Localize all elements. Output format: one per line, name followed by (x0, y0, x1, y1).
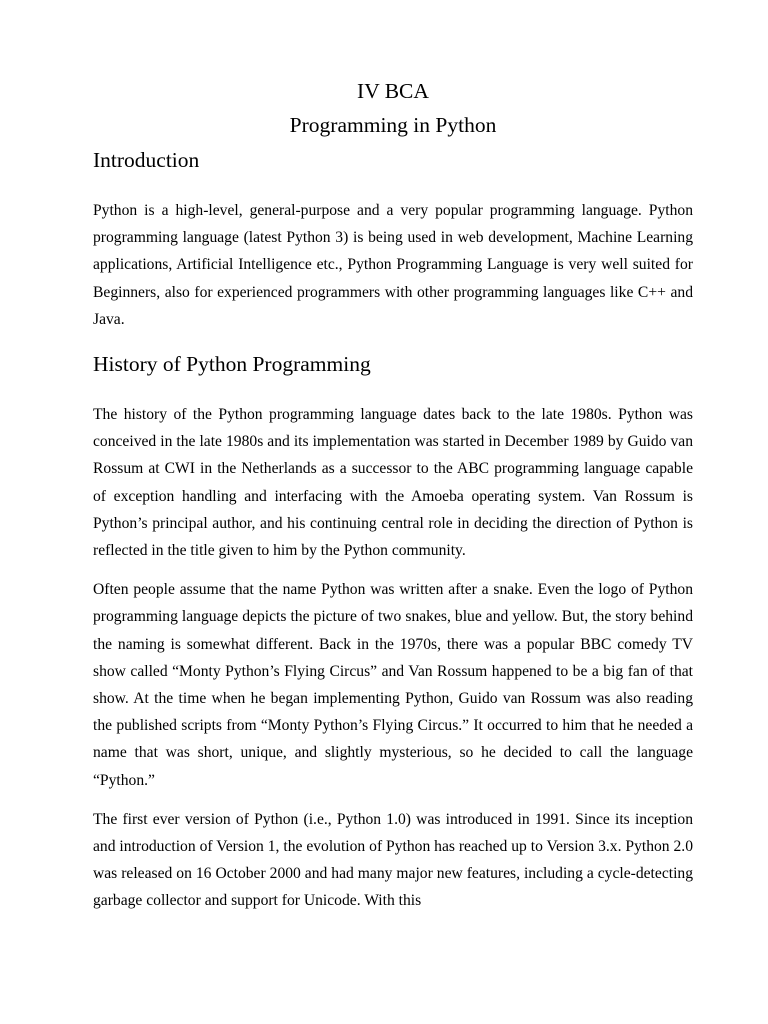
section-heading-history: History of Python Programming (93, 352, 371, 377)
section-heading-introduction: Introduction (93, 148, 200, 172)
introduction-paragraph: Python is a high-level, general-purpose and a very popular programming language. Python programming language (latest Python 3) is being used in web development, Machine Learning applications, Artificial Intelligence etc., Python Programming Language is very well suited for Beginners, also for experienced programmers with other programming languages like C++ and Java. (93, 202, 693, 328)
subject-title: Programming in Python (289, 113, 497, 137)
history-paragraph-1: The history of the Python programming language dates back to the late 1980s. Python was conceived in the late 1980s and its implementation was started in December 1989 by Guido van Rossum at CWI in the Netherlands as a successor to the ABC programming language capable of exception handling and interfacing with the Amoeba operating system. Van Rossum is Python’s principal author, and his continuing central role in deciding the direction of Python is reflected in the title given to him by the Python community. (93, 406, 693, 560)
history-paragraph-2: Often people assume that the name Python was written after a snake. Even the logo of Python programming language depicts the picture of two snakes, blue and yellow. But, the story behind the naming is somewhat different. Back in the 1970s, there was a popular BBC comedy TV show called “Monty Python’s Flying Circus” and Van Rossum happened to be a big fan of that show. At the time when he began implementing Python, Guido van Rossum was also reading the published scripts from “Monty Python’s Flying Circus.” It occurred to him that he needed a name that was short, unique, and slightly mysterious, so he decided to call the language “Python.” (93, 581, 693, 789)
course-title: IV BCA (357, 79, 429, 103)
history-paragraph-3: The first ever version of Python (i.e., Python 1.0) was introduced in 1991. Since its inception and introduction of Version 1, the evolution of Python has reached up to Version 3.x. Python 2.0 was released on 16 October 2000 and had many major new features, including a cycle-detecting garbage collector and support for Unicode. With this (93, 810, 693, 910)
